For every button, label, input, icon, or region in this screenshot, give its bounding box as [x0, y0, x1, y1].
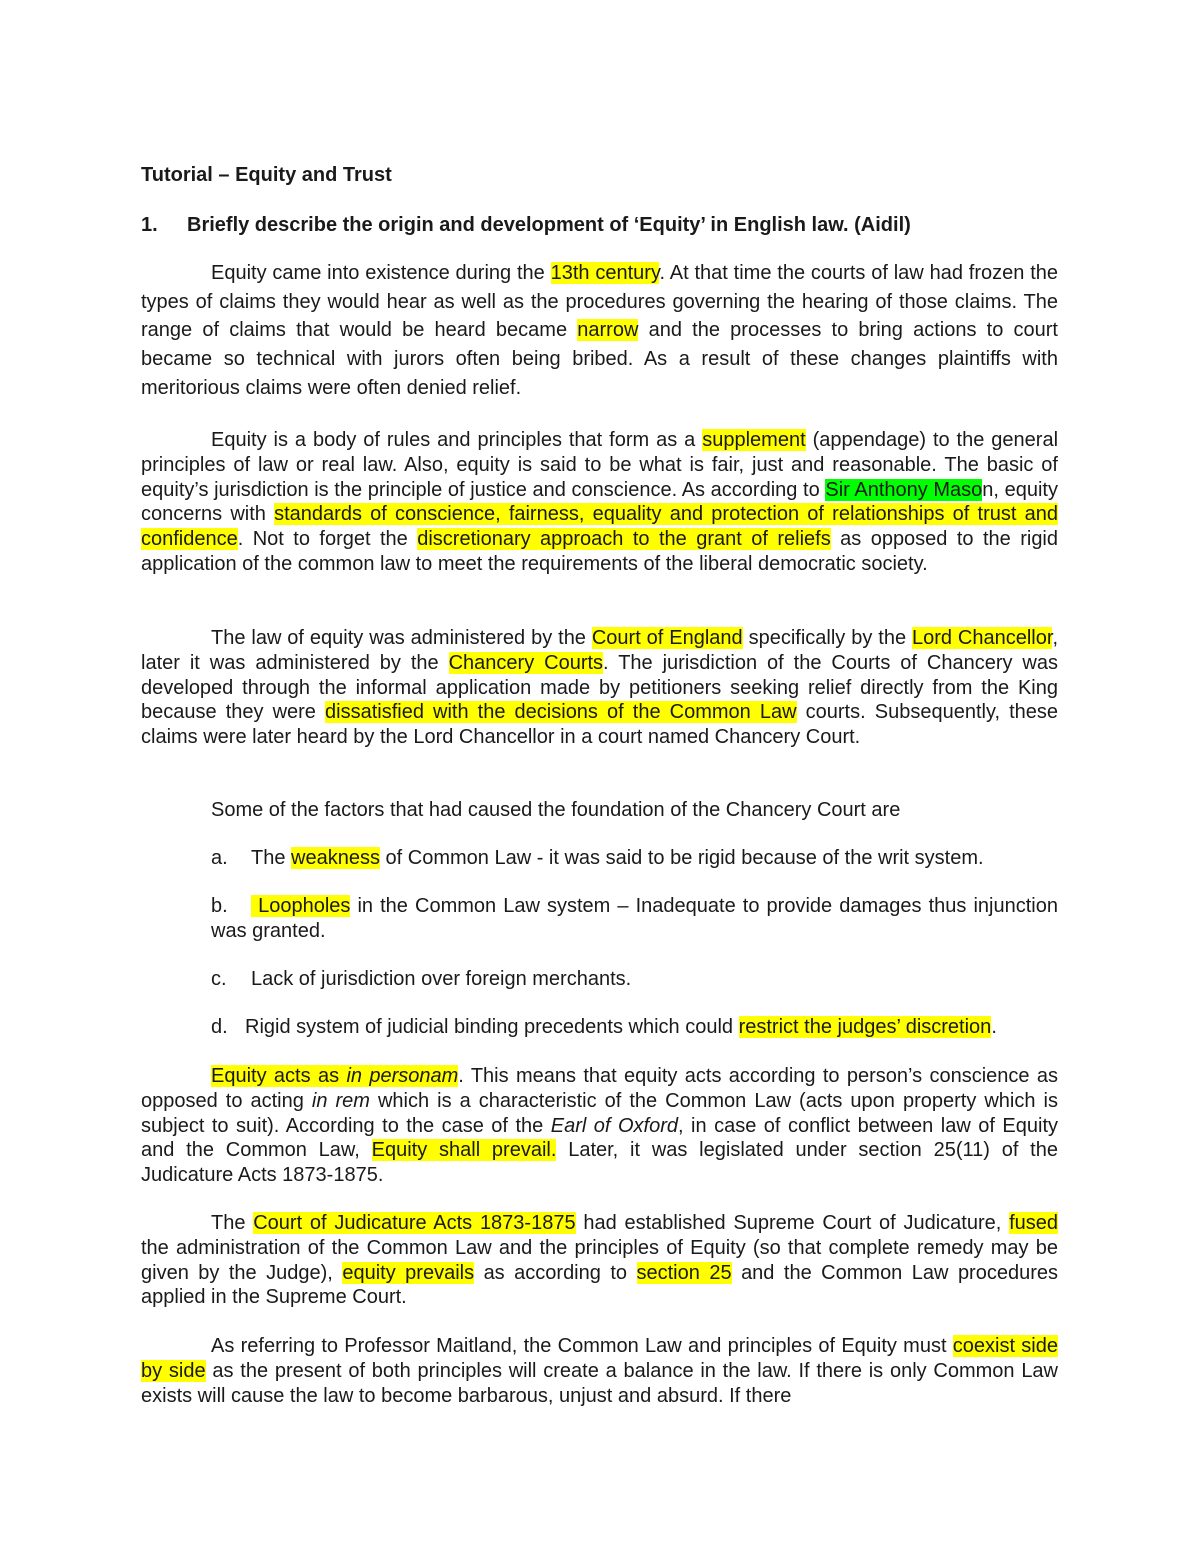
text-run: Rigid system of judicial binding precedents which could	[245, 1016, 739, 1038]
list-marker: d.	[211, 1016, 228, 1038]
paragraph-factors-intro: Some of the factors that had caused the foundation of the Chancery Court are	[211, 799, 901, 821]
text-run: the administration of the Common Law and the principles of Equity (so that complete remedy may be given by the Judge),	[141, 1236, 1058, 1284]
text-run: The law of equity was administered by the	[211, 627, 592, 649]
paragraph-maitland	[141, 1334, 1058, 1408]
text-run: . The jurisdiction of the Courts of Chancery was developed through the informal application made by petitioners seeking relief directly from the King because they were	[141, 651, 1058, 724]
text-run: (appendage) to the general principles of law or real law. Also, equity is said to be what is fair, just and reasonable. The basic of equity’s jurisdiction is the principle of justice and conscience. As according to	[141, 429, 1059, 501]
text-run: As referring to Professor Maitland, the Common Law and principles of Equity must	[211, 1335, 953, 1357]
italic-term: in rem	[311, 1089, 370, 1112]
question-heading	[141, 214, 911, 237]
paragraph-definition	[141, 428, 1058, 577]
text-run: Equity is a body of rules and principles that form as a	[211, 429, 703, 451]
text-run: courts. Subsequently, these claims were later heard by the Lord Chancellor in a court named Chancery Court.	[141, 701, 1059, 749]
text-run: had established Supreme Court of Judicature,	[575, 1212, 1010, 1234]
text-run: as according to	[474, 1261, 637, 1284]
highlight: restrict the judges’ discretion	[738, 1016, 992, 1038]
highlight: standards of conscience, fairness, equality and protection of relationships of trust and confidence	[141, 503, 1058, 551]
text-run: The	[211, 1212, 254, 1234]
text-run: of Common Law - it was said to be rigid because of the writ system.	[379, 847, 984, 869]
text-run: in the Common Law system – Inadequate to provide damages thus injunction was granted.	[211, 895, 1058, 942]
highlight: Loopholes	[251, 895, 351, 917]
highlight: Court of England	[591, 627, 743, 649]
text-run: . At that time the courts of law had frozen the types of claims they would hear as well as the procedures governing the hearing of those claims. The range of claims that would be heard became	[141, 262, 1058, 342]
factor-d	[211, 1015, 1058, 1040]
text-run: specifically by the	[742, 627, 912, 649]
highlight: section 25	[636, 1261, 732, 1284]
paragraph-judicature-acts	[141, 1211, 1058, 1310]
highlight: weakness	[291, 847, 380, 869]
highlight: Lord Chancellor	[911, 627, 1053, 649]
factor-b	[211, 894, 1058, 944]
highlight: dissatisfied with the decisions of the Common Law	[325, 701, 797, 724]
text-run: Equity came into existence during the	[211, 262, 551, 284]
text-run: n, equity concerns with	[141, 478, 1058, 526]
paragraph-administration	[141, 626, 1058, 750]
text-run: Equity acts as	[211, 1065, 347, 1087]
question-number: 1.	[141, 214, 158, 236]
highlight: equity prevails	[342, 1261, 475, 1284]
highlight: Equity shall prevail.	[371, 1139, 557, 1162]
text-run: .	[991, 1016, 997, 1038]
text-run: . Not to forget the	[237, 528, 418, 551]
highlight-green: Sir Anthony Maso	[825, 478, 983, 501]
highlight: fused	[1009, 1212, 1058, 1234]
text-run: and the Common Law procedures applied in the Supreme Court.	[141, 1261, 1058, 1309]
highlight: narrow	[577, 319, 639, 342]
list-marker: c.	[211, 968, 227, 990]
factor-c	[211, 967, 1058, 992]
italic-term: in personam	[346, 1065, 459, 1087]
text-run: as the present of both principles will create a balance in the law. If there is only Common Law exists will cause the law to become barbarous, unjust and absurd. If there	[141, 1359, 1059, 1407]
highlight: coexist side by side	[141, 1335, 1058, 1382]
text-run: The	[251, 847, 292, 869]
text-run: and the processes to bring actions to court became so technical with jurors often being bribed. As a result of these changes plaintiffs with meritorious claims were often denied relief.	[141, 319, 1058, 399]
document-title: Tutorial – Equity and Trust	[141, 164, 392, 186]
list-marker: a.	[211, 847, 228, 869]
case-name: Earl of Oxford	[550, 1114, 678, 1137]
paragraph-origin	[141, 259, 1058, 403]
text-run: , later it was administered by the	[141, 627, 1058, 674]
highlight	[211, 1065, 458, 1087]
text-run: Later, it was legislated under section 25(11) of the Judicature Acts 1873-1875.	[141, 1139, 1058, 1187]
highlight: Chancery Courts	[448, 651, 604, 674]
factor-a	[211, 846, 1058, 871]
highlight: Court of Judicature Acts 1873-1875	[253, 1212, 576, 1234]
text-run: . This means that equity acts according to person’s conscience as opposed to acting	[141, 1065, 1059, 1112]
text-run: , in case of conflict between law of Equity and the Common Law,	[141, 1114, 1058, 1162]
text-run: which is a characteristic of the Common Law (acts upon property which is subject to suit). According to the case of the	[141, 1089, 1058, 1137]
highlight: 13th century	[550, 262, 660, 284]
highlight: discretionary approach to the grant of reliefs	[417, 528, 831, 551]
text-run: as opposed to the rigid application of the common law to meet the requirements of the liberal democratic society.	[141, 528, 1059, 575]
question-text: Briefly describe the origin and development of ‘Equity’ in English law. (Aidil)	[187, 214, 911, 236]
paragraph-in-personam	[141, 1064, 1058, 1188]
text-run: Lack of jurisdiction over foreign merchants.	[251, 968, 632, 990]
highlight: supplement	[702, 429, 806, 451]
list-marker: b.	[211, 895, 228, 917]
